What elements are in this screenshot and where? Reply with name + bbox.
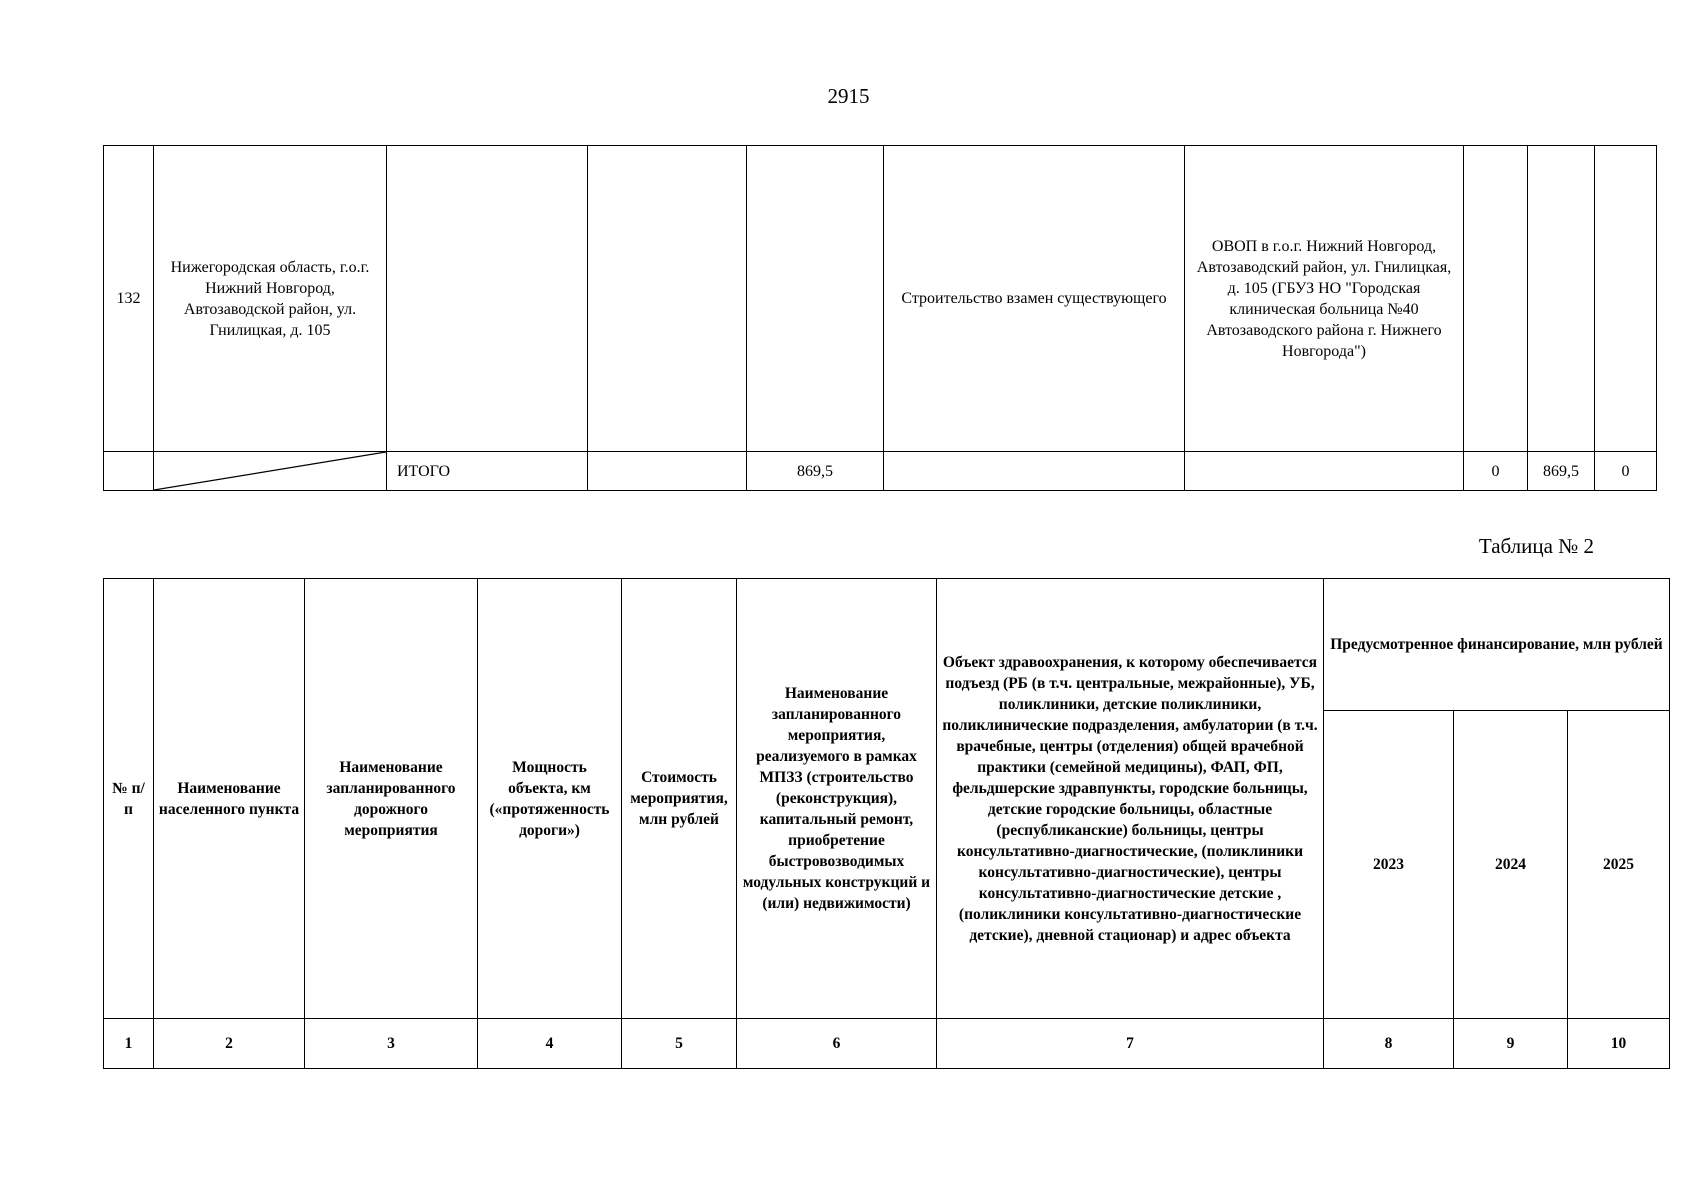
table-caption: Таблица № 2 [1478,534,1594,558]
financing-2024-cell [1528,146,1595,452]
column-number: 7 [937,1019,1324,1069]
header-financing: Предусмотренное финансирование, млн рублей [1324,579,1670,711]
header-locality: Наименование населенного пункта [154,579,305,1019]
header-year-2023: 2023 [1324,711,1454,1019]
page-number: 2915 [827,84,870,108]
column-number: 1 [104,1019,154,1069]
mpzz-event-cell: Строительство взамен существующего [884,146,1185,452]
header-facility: Объект здравоохранения, к которому обеспечивается подъезд (РБ (в т.ч. центральные, межрайонные), УБ, поликлиники, детские поликлиники, поликлинические подразделения, амбулатории (в т.ч. врачебные, центры (отделения) общей врачебной практики (семейной медицины), ФАП, ФП, фельдшерские здравпункты, городские больницы, детские городские больницы, областные (республиканские) больницы, центры консультативно-диагностические, (поликлиники консультативно-диагностические), центры консультативно-диагностические детские , (поликлиники консультативно-диагностические детские), дневной стационар) и адрес объекта [937,579,1324,1019]
header-table [103,578,1670,1069]
total-capacity-cell [588,452,747,491]
table-row [104,146,1657,452]
diagonal-strike-cell [154,452,387,491]
financing-2025-cell [1595,146,1657,452]
total-empty-cell [104,452,154,491]
header-cost: Стоимость мероприятия, млн рублей [622,579,737,1019]
column-number: 4 [478,1019,622,1069]
column-number: 10 [1568,1019,1670,1069]
total-2024-cell: 869,5 [1528,452,1595,491]
cost-cell [747,146,884,452]
header-row [104,579,1670,711]
total-label: ИТОГО [387,452,588,491]
column-number: 8 [1324,1019,1454,1069]
total-cost-cell: 869,5 [747,452,884,491]
locality-cell: Нижегородская область, г.о.г. Нижний Новгород, Автозаводской район, ул. Гнилицкая, д. 105 [154,146,387,452]
column-number: 5 [622,1019,737,1069]
column-number: 6 [737,1019,937,1069]
header-capacity: Мощность объекта, км («протяженность дороги») [478,579,622,1019]
facility-cell: ОВОП в г.о.г. Нижний Новгород, Автозаводский район, ул. Гнилицкая, д. 105 (ГБУЗ НО "Городская клиническая больница №40 Автозаводского района г. Нижнего Новгорода") [1185,146,1464,452]
total-2023-cell: 0 [1464,452,1528,491]
row-number: 132 [104,146,154,452]
total-row [104,452,1657,491]
total-facility-cell [1185,452,1464,491]
continuation-table [103,145,1657,491]
column-number: 2 [154,1019,305,1069]
header-road-event: Наименование запланированного дорожного мероприятия [305,579,478,1019]
total-mpzz-cell [884,452,1185,491]
header-year-2025: 2025 [1568,711,1670,1019]
total-2025-cell: 0 [1595,452,1657,491]
column-numbering-row [104,1019,1670,1069]
financing-2023-cell [1464,146,1528,452]
capacity-cell [588,146,747,452]
header-mpzz-event: Наименование запланированного мероприятия, реализуемого в рамках МПЗЗ (строительство (реконструкция), капитальный ремонт, приобретение быстровозводимых модульных конструкций и (или) недвижимости) [737,579,937,1019]
column-number: 9 [1454,1019,1568,1069]
column-number: 3 [305,1019,478,1069]
header-year-2024: 2024 [1454,711,1568,1019]
header-num: № п/п [104,579,154,1019]
road-event-cell [387,146,588,452]
diagonal-line [154,452,386,490]
